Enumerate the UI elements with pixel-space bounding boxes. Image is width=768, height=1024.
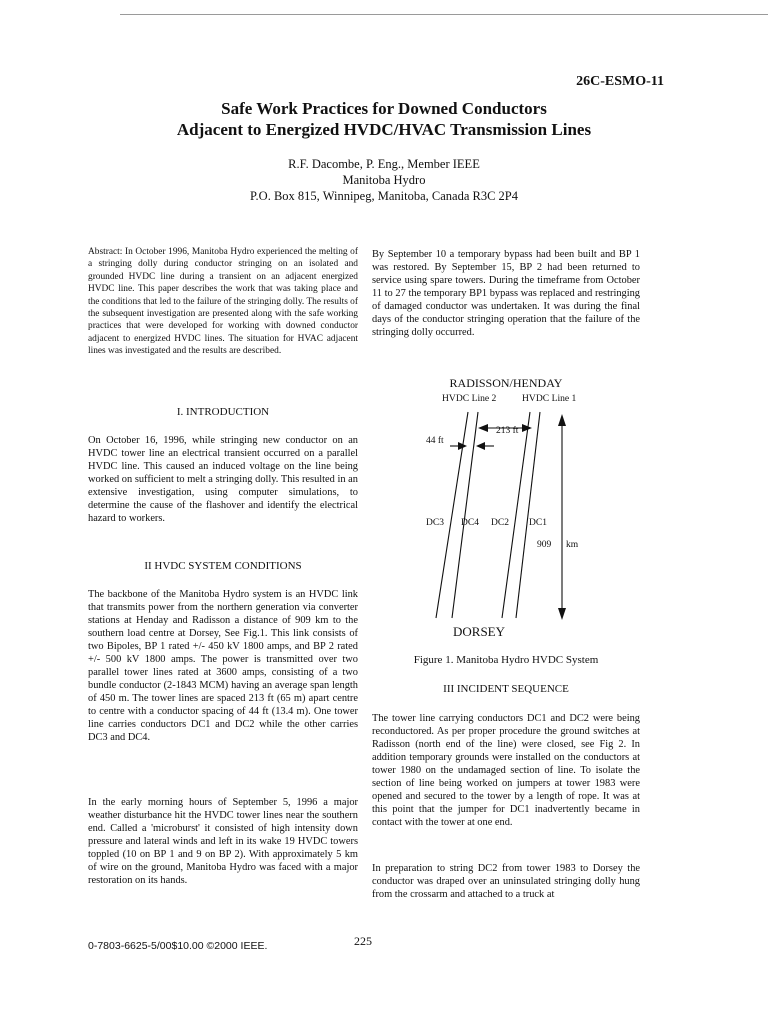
label-dc1: DC1 [529,518,547,528]
label-dc4: DC4 [461,518,479,528]
distance-arrow-up-head [558,414,566,426]
section-heading-hvdc-conditions: II HVDC SYSTEM CONDITIONS [144,560,302,572]
figure-bottom-label: DORSEY [453,624,506,639]
incident-paragraph-2: In preparation to string DC2 from tower 1983 to Dorsey the conductor was draped over an uninsulated stringing dolly hung from the crossarm and attached to a truck at [372,863,640,900]
section-heading-introduction: I. INTRODUCTION [176,406,270,418]
hvdc-paragraph-2: In the early morning hours of September 5, 1996 a major weather disturbance hit the HVDC tower lines near the southern end. Called a 'microburst' it consisted of high intensity down pressure and lateral winds and left in its wake 19 HVDC towers toppled (10 on BP 1 and 9 on BP 2). With approximately 5 km of wire on the ground, Manitoba Hydro was faced with a major restoration on its hands. [88,797,358,886]
distance-arrow-down-head [558,608,566,620]
conductor-dc1-line [516,412,540,618]
abstract: Abstract: In October 1996, Manitoba Hydro experienced the melting of a stringing dolly during conductor stringing on an isolated and grounded HVDC line during a transient on an adjacent energized HVDC line. This paper describes the work that was taking place and the conditions that led to the failure of the stringing dolly. The results of the subsequent investigation are presented along with the safe working practices that were developed for working with downed conductor adjacent to energized HVDC lines. The situation for HVAC adjacent lines was investigated and the results are described. [88,247,358,357]
label-distance-unit: km [566,540,579,550]
restoration-paragraph: By September 10 a temporary bypass had been built and BP 1 was restored. By September 15, BP 2 had been returned to service using spare towers. During the timeframe from October 11 to 27 the temporary BP1 bypass was replaced and restringing of damaged conductor was undertaken. It was during the final days of the conductor stringing operation that the failure of the stringing dolly occurred. [372,249,640,338]
hvdc-paragraph-1: The backbone of the Manitoba Hydro system is an HVDC link that transmits power from the northern generation via converter stations at Henday and Radisson a distance of 909 km to the southern load centre at Dorsey, See Fig.1. This link consists of two Bipoles, BP 1 rated +/- 450 kV 1800 amps, and BP 2 rated +/- 500 kV 1800 amps. The power is transmitted over two parallel tower lines rated at 3600 amps, consisting of a two bundle conductor (2-1843 MCM) having an average span length of 450 m. The tower lines are spaced 213 ft (65 m) apart centre to centre with a conductor spacing of 44 ft (13.4 m). One tower line carries conductors DC1 and DC2 while the other carries DC3 and DC4. [88,589,358,743]
figure-line2-label: HVDC Line 2 [442,393,497,404]
author-names: R.F. Dacombe, P. Eng., Member IEEE [288,157,480,171]
figure-caption: Figure 1. Manitoba Hydro HVDC System [413,654,599,666]
spacing-44-right-arrowhead [476,442,485,450]
figure-top-label: RADISSON/HENDAY [449,376,563,390]
hvdc-system-diagram [372,406,640,652]
spacing-213-left-arrowhead [478,424,488,432]
section-heading-incident-sequence: III INCIDENT SEQUENCE [443,683,569,695]
author-org: Manitoba Hydro [342,173,426,187]
top-rule [120,14,768,15]
author-address: P.O. Box 815, Winnipeg, Manitoba, Canada R3C 2P4 [249,189,518,203]
figure-line1-label: HVDC Line 1 [522,393,577,404]
author-block [0,156,768,204]
label-dc3: DC3 [426,518,444,528]
conductor-dc4-line [452,412,478,618]
label-213-ft: 213 ft [496,426,519,436]
conductor-dc2-line [502,412,530,618]
title-line-1: Safe Work Practices for Downed Conductors [221,99,547,118]
paper-title [0,98,768,140]
label-distance-value: 909 [537,540,552,550]
label-dc2: DC2 [491,518,509,528]
label-44-ft: 44 ft [426,436,444,446]
incident-paragraph-1: The tower line carrying conductors DC1 and DC2 were being reconductored. As per proper procedure the ground switches at Radisson (north end of the line) were closed, see Fig 2. In addition temporary grounds were installed on the conductors at tower 1980 on the undamaged section of line. To isolate the section of line being worked on jumpers at tower 1983 were opened and secured to the tower by a length of rope. It was at this point that the jumper for DC1 inadvertently became in contact with the tower at one end. [372,713,640,828]
paper-id: 26C-ESMO-11 [576,74,664,89]
title-line-2: Adjacent to Energized HVDC/HVAC Transmission Lines [176,120,592,139]
page-number: 225 [354,934,372,948]
introduction-paragraph: On October 16, 1996, while stringing new conductor on an HVDC tower line an electrical transient occurred on a parallel HVDC line. This caused an induced voltage on the line being worked on sufficient to melt a stringing dolly. This resulted in an extensive investigation, using computer simulations, to determine the cause of the flashover and identify the electrical hazard to workers. [88,435,358,524]
footer-copyright: 0-7803-6625-5/00$10.00 ©2000 IEEE. [88,940,268,952]
